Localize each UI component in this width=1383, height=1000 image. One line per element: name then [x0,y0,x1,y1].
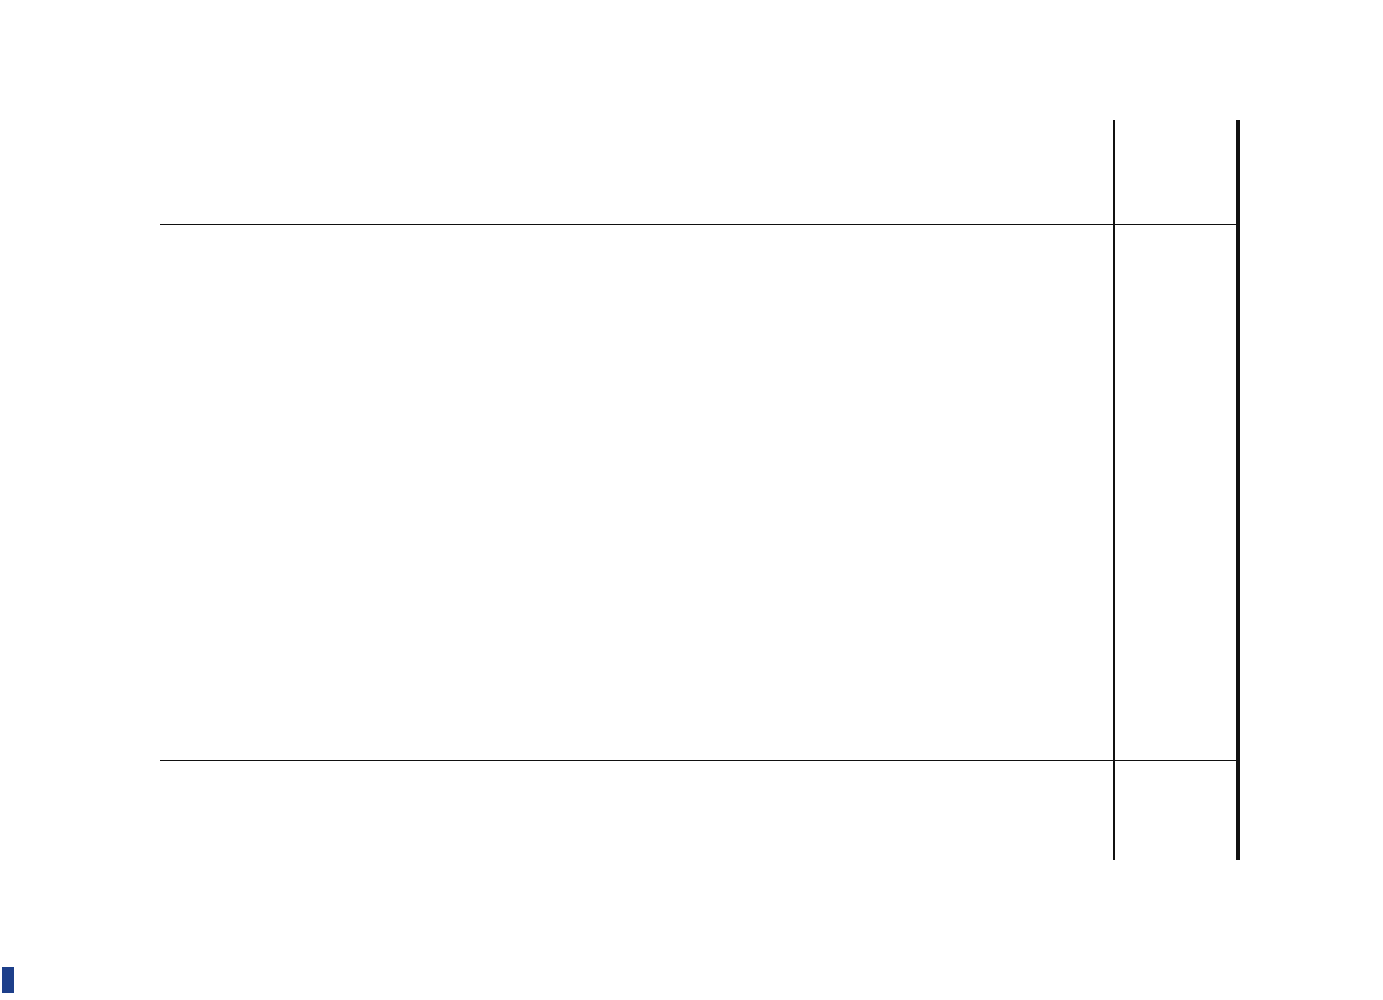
column-divider [160,760,1240,761]
funding-note [2,608,16,992]
rotated-page [140,120,1240,860]
dfg-logo [2,967,14,993]
table-top-rule [1236,120,1240,860]
column-divider [160,224,1240,225]
tariff-table [160,120,1240,860]
header-rule [1113,120,1115,860]
